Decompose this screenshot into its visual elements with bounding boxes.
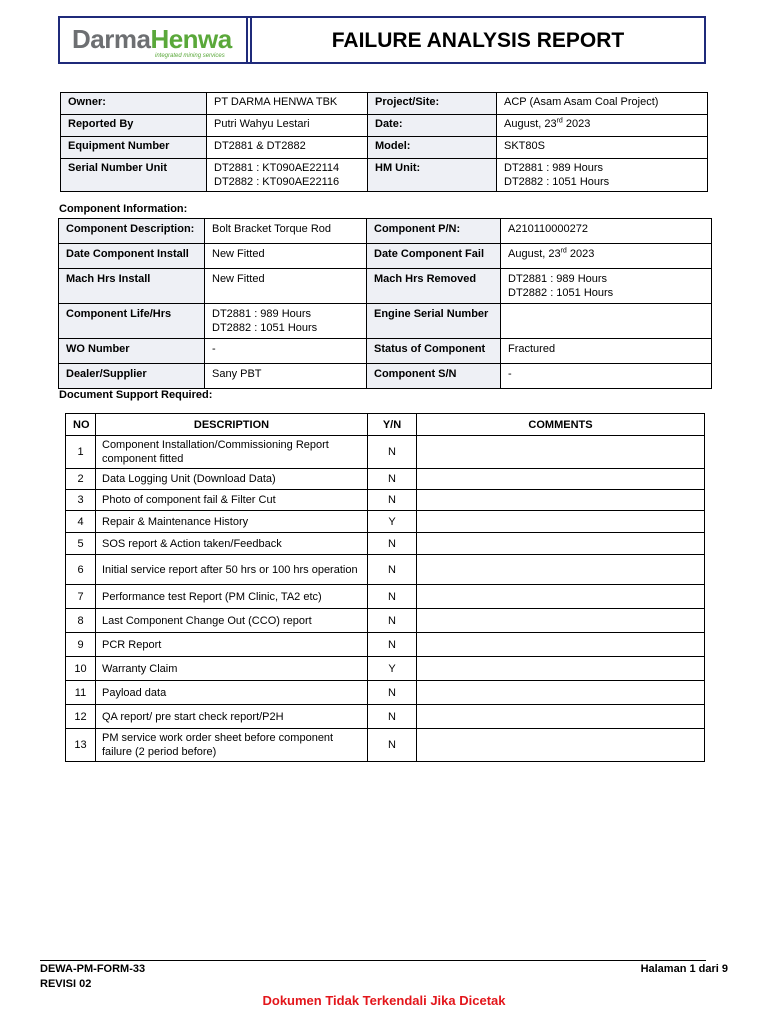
serial-number-value: DT2881 : KT090AE22114 DT2882 : KT090AE22116	[207, 159, 368, 192]
table-row	[66, 585, 705, 609]
mach-hrs-removed-value: DT2881 : 989 Hours DT2882 : 1051 Hours	[501, 269, 712, 304]
row-comments	[417, 555, 705, 585]
row-comments	[417, 705, 705, 729]
row-yn: Y	[368, 657, 417, 681]
row-number: 7	[66, 585, 96, 609]
status-value: Fractured	[501, 339, 712, 364]
row-number: 1	[66, 436, 96, 469]
engine-serial-value	[501, 304, 712, 339]
date-label: Date:	[368, 115, 497, 137]
table-row	[66, 657, 705, 681]
row-comments	[417, 657, 705, 681]
date-fail-value: August, 23rd 2023	[501, 244, 712, 269]
table-row	[66, 555, 705, 585]
col-header-comments: COMMENTS	[417, 414, 705, 436]
col-header-no: NO	[66, 414, 96, 436]
component-description-label: Component Description:	[59, 219, 205, 244]
logo-tagline: integrated mining services	[155, 53, 225, 59]
row-description: Photo of component fail & Filter Cut	[96, 490, 368, 511]
model-value: SKT80S	[497, 137, 708, 159]
component-life-value: DT2881 : 989 Hours DT2882 : 1051 Hours	[205, 304, 367, 339]
col-header-yn: Y/N	[368, 414, 417, 436]
table-row	[61, 159, 708, 192]
row-comments	[417, 609, 705, 633]
form-code: DEWA-PM-FORM-33	[40, 963, 146, 975]
dealer-label: Dealer/Supplier	[59, 364, 205, 389]
row-yn: N	[368, 533, 417, 555]
owner-info-table	[60, 92, 708, 192]
component-info-title: Component Information:	[59, 203, 188, 215]
row-description: PCR Report	[96, 633, 368, 657]
table-row	[59, 339, 712, 364]
row-number: 13	[66, 729, 96, 762]
row-comments	[417, 681, 705, 705]
table-row	[66, 469, 705, 490]
row-description: Repair & Maintenance History	[96, 511, 368, 533]
row-description: Warranty Claim	[96, 657, 368, 681]
reported-by-label: Reported By	[61, 115, 207, 137]
date-value: August, 23rd 2023	[497, 115, 708, 137]
row-number: 4	[66, 511, 96, 533]
row-yn: N	[368, 609, 417, 633]
logo-text-secondary: Henwa	[150, 24, 232, 54]
table-row	[66, 436, 705, 469]
owner-value: PT DARMA HENWA TBK	[207, 93, 368, 115]
table-row	[66, 609, 705, 633]
row-comments	[417, 436, 705, 469]
row-number: 6	[66, 555, 96, 585]
component-pn-label: Component P/N:	[367, 219, 501, 244]
row-number: 3	[66, 490, 96, 511]
owner-label: Owner:	[61, 93, 207, 115]
page-number: Halaman 1 dari 9	[640, 963, 728, 975]
table-row	[59, 244, 712, 269]
row-description: SOS report & Action taken/Feedback	[96, 533, 368, 555]
mach-hrs-install-value: New Fitted	[205, 269, 367, 304]
row-comments	[417, 511, 705, 533]
logo-text-primary: Darma	[72, 24, 151, 54]
row-number: 5	[66, 533, 96, 555]
row-number: 11	[66, 681, 96, 705]
table-row	[66, 633, 705, 657]
row-number: 8	[66, 609, 96, 633]
row-comments	[417, 469, 705, 490]
project-label: Project/Site:	[368, 93, 497, 115]
component-description-value: Bolt Bracket Torque Rod	[205, 219, 367, 244]
row-comments	[417, 729, 705, 762]
row-yn: N	[368, 681, 417, 705]
row-description: Performance test Report (PM Clinic, TA2 etc)	[96, 585, 368, 609]
row-description: Last Component Change Out (CCO) report	[96, 609, 368, 633]
table-row	[66, 511, 705, 533]
row-yn: Y	[368, 511, 417, 533]
table-row	[66, 490, 705, 511]
wo-number-value: -	[205, 339, 367, 364]
wo-number-label: WO Number	[59, 339, 205, 364]
dealer-value: Sany PBT	[205, 364, 367, 389]
reported-by-value: Putri Wahyu Lestari	[207, 115, 368, 137]
component-sn-label: Component S/N	[367, 364, 501, 389]
col-header-description: DESCRIPTION	[96, 414, 368, 436]
table-row	[59, 269, 712, 304]
row-number: 9	[66, 633, 96, 657]
row-number: 12	[66, 705, 96, 729]
row-description: Payload data	[96, 681, 368, 705]
row-number: 2	[66, 469, 96, 490]
row-description: Component Installation/Commissioning Report component fitted	[96, 436, 368, 469]
date-install-label: Date Component Install	[59, 244, 205, 269]
table-header-row	[66, 414, 705, 436]
uncontrolled-notice: Dokumen Tidak Terkendali Jika Dicetak	[262, 993, 506, 1008]
table-row	[61, 93, 708, 115]
row-yn: N	[368, 585, 417, 609]
document-support-table	[65, 413, 705, 762]
report-header	[58, 16, 706, 64]
table-row	[66, 705, 705, 729]
company-logo	[60, 18, 248, 62]
component-info-table	[58, 218, 712, 389]
page-title: FAILURE ANALYSIS REPORT	[331, 29, 625, 52]
row-yn: N	[368, 705, 417, 729]
row-description: PM service work order sheet before component failure (2 period before)	[96, 729, 368, 762]
status-label: Status of Component	[367, 339, 501, 364]
revision: REVISI 02	[40, 978, 92, 990]
table-row	[59, 304, 712, 339]
engine-serial-label: Engine Serial Number	[367, 304, 501, 339]
row-yn: N	[368, 490, 417, 511]
row-description: QA report/ pre start check report/P2H	[96, 705, 368, 729]
date-fail-label: Date Component Fail	[367, 244, 501, 269]
document-support-title: Document Support Required:	[59, 389, 213, 401]
row-number: 10	[66, 657, 96, 681]
row-comments	[417, 490, 705, 511]
component-life-label: Component Life/Hrs	[59, 304, 205, 339]
component-pn-value: A210110000272	[501, 219, 712, 244]
equipment-number-value: DT2881 & DT2882	[207, 137, 368, 159]
row-yn: N	[368, 555, 417, 585]
serial-number-label: Serial Number Unit	[61, 159, 207, 192]
mach-hrs-install-label: Mach Hrs Install	[59, 269, 205, 304]
row-comments	[417, 533, 705, 555]
row-yn: N	[368, 729, 417, 762]
table-row	[66, 681, 705, 705]
equipment-number-label: Equipment Number	[61, 137, 207, 159]
row-comments	[417, 633, 705, 657]
mach-hrs-removed-label: Mach Hrs Removed	[367, 269, 501, 304]
date-install-value: New Fitted	[205, 244, 367, 269]
table-row	[59, 219, 712, 244]
table-row	[61, 137, 708, 159]
row-comments	[417, 585, 705, 609]
component-sn-value: -	[501, 364, 712, 389]
row-yn: N	[368, 436, 417, 469]
row-yn: N	[368, 469, 417, 490]
row-description: Data Logging Unit (Download Data)	[96, 469, 368, 490]
row-yn: N	[368, 633, 417, 657]
hm-unit-value: DT2881 : 989 Hours DT2882 : 1051 Hours	[497, 159, 708, 192]
table-row	[61, 115, 708, 137]
table-row	[59, 364, 712, 389]
table-row	[66, 533, 705, 555]
hm-unit-label: HM Unit:	[368, 159, 497, 192]
project-value: ACP (Asam Asam Coal Project)	[497, 93, 708, 115]
row-description: Initial service report after 50 hrs or 100 hrs operation	[96, 555, 368, 585]
footer-divider	[40, 960, 706, 961]
table-row	[66, 729, 705, 762]
model-label: Model:	[368, 137, 497, 159]
